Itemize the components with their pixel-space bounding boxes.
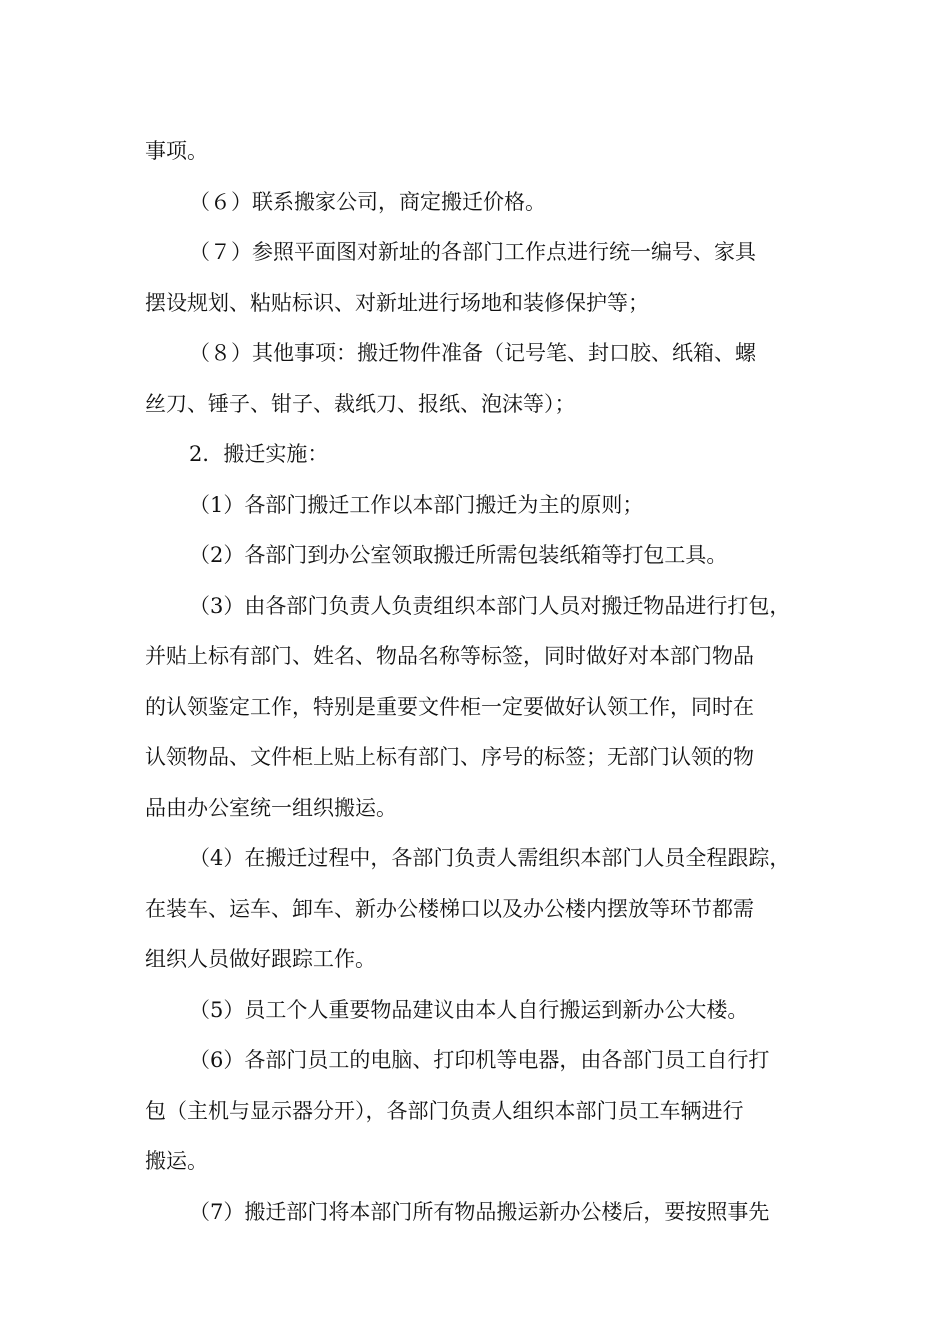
list-item-6: （６）联系搬家公司，商定搬迁价格。 (189, 189, 546, 214)
list-item-5: （5）员工个人重要物品建议由本人自行搬运到新办公大楼。 (189, 997, 749, 1022)
text-line: 摆设规划、粘贴标识、对新址进行场地和装修保护等； (145, 290, 649, 315)
list-item-8: （８）其他事项：搬迁物件准备（记号笔、封口胶、纸箱、螺 (189, 341, 756, 365)
text-line: 在装车、运车、卸车、新办公楼梯口以及办公楼内摆放等环节都需 (145, 896, 754, 921)
text-line: 并贴上标有部门、姓名、物品名称等标签，同时做好对本部门物品 (145, 644, 754, 668)
text-line: 的认领鉴定工作，特别是重要文件柜一定要做好认领工作，同时在 (145, 694, 754, 719)
text-line: 丝刀、锤子、钳子、裁纸刀、报纸、泡沫等）； (145, 391, 576, 416)
section-heading: 2．搬迁实施： (189, 442, 329, 466)
list-item-4: （4）在搬迁过程中，各部门负责人需组织本部门人员全程跟踪， (189, 846, 791, 870)
text-line: 搬运。 (145, 1149, 208, 1173)
text-line: 认领物品、文件柜上贴上标有部门、序号的标签；无部门认领的物 (145, 745, 754, 769)
list-item-1: （1）各部门搬迁工作以本部门搬迁为主的原则； (189, 492, 644, 517)
text-line: 组织人员做好跟踪工作。 (145, 947, 376, 971)
list-item-6b: （6）各部门员工的电脑、打印机等电器，由各部门员工自行打 (189, 1048, 770, 1072)
list-item-3: （3）由各部门负责人负责组织本部门人员对搬迁物品进行打包， (189, 593, 791, 618)
list-item-7: （７）参照平面图对新址的各部门工作点进行统一编号、家具 (189, 240, 756, 264)
text-line: 事项。 (145, 139, 208, 163)
text-line: 包（主机与显示器分开），各部门负责人组织本部门员工车辆进行 (145, 1098, 744, 1123)
document-body (145, 126, 807, 1237)
list-item-2: （2）各部门到办公室领取搬迁所需包装纸箱等打包工具。 (189, 543, 728, 567)
list-item-7b: （7）搬迁部门将本部门所有物品搬运新办公楼后，要按照事先 (189, 1199, 770, 1224)
text-line: 品由办公室统一组织搬运。 (145, 795, 397, 820)
